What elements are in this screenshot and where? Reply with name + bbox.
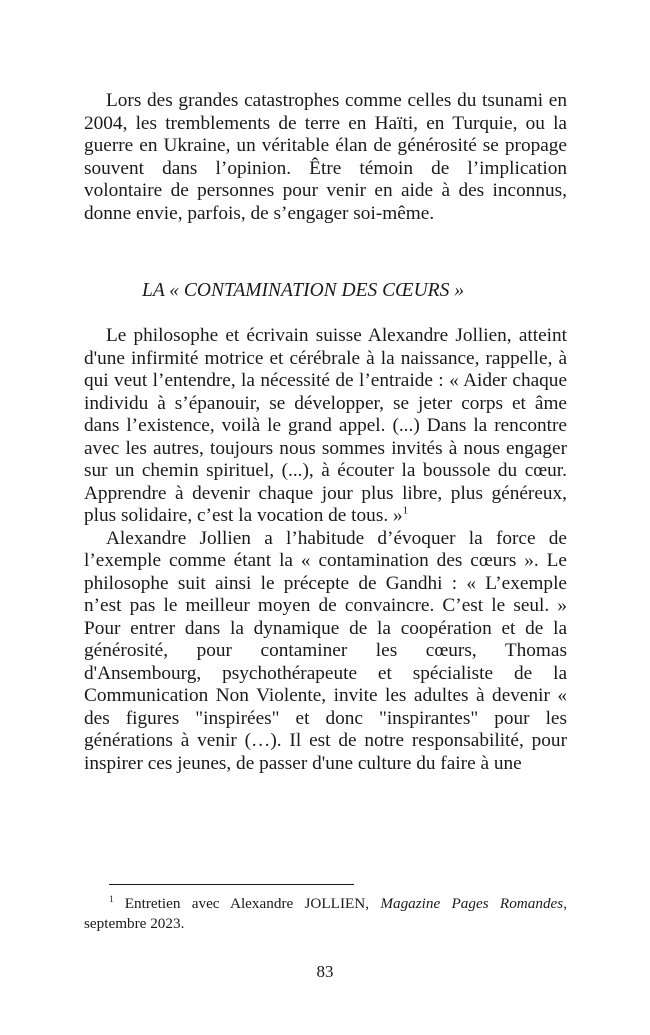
footnote-text-after: , septembre 2023. — [84, 895, 567, 932]
page-body — [84, 90, 567, 775]
paragraph-jollien-quote — [84, 325, 567, 528]
paragraph-contamination: Alexandre Jollien a l’habitude d’évoquer la force de l’exemple comme étant la « contamination des cœurs ». Le philosophe suit ainsi le précepte de Gandhi : « L’exemple n’est pas le meilleur moyen de convaincre. C’est le seul. » Pour entrer dans la dynamique de la coopération et de la générosité, pour contaminer les cœurs, Thomas d'Ansembourg, psychothérapeute et spécialiste de la Communication Non Violente, invite les adultes à devenir « des figures "inspirées" et donc "inspirantes" pour les générations à venir (…). Il est de notre responsabilité, pour inspirer ces jeunes, de passer d'une culture du faire à une — [84, 527, 567, 774]
footnote-text-before: Entretien avec Alexandre JOLLIEN, — [113, 895, 381, 912]
footnote-source-title: Magazine Pages Romandes — [380, 895, 564, 912]
page-number: 83 — [316, 962, 334, 981]
footnote — [84, 894, 567, 934]
footnote-number: 1 — [109, 893, 114, 904]
footnote-reference[interactable]: 1 — [402, 504, 409, 517]
paragraph-jollien-quote-text: Le philosophe et écrivain suisse Alexandre Jollien, atteint d'une infirmité motrice et cérébrale à la naissance, rappelle, à qui veut l’entendre, la nécessité de l’entraide : « Aider chaque individu à s’épanouir, se développer, se jeter corps et âme dans l’existence, voilà le grand appel. (...) Dans la rencontre avec les autres, toujours nous sommes invités à nous engager sur un chemin spirituel, (...), à écouter la boussole du cœur. Apprendre à devenir chaque jour plus libre, plus généreux, plus solidaire, c’est la vocation de tous. » — [84, 325, 567, 526]
footnote-divider — [109, 884, 354, 885]
paragraph-intro: Lors des grandes catastrophes comme celles du tsunami en 2004, les tremblements de terre en Haïti, en Turquie, ou la guerre en Ukraine, un véritable élan de générosité se propage souvent dans l’opinion. Être témoin de l’implication volontaire de personnes pour venir en aide à des inconnus, donne envie, parfois, de s’engager soi-même. — [84, 90, 567, 224]
section-heading: LA « CONTAMINATION DES CŒURS » — [142, 280, 464, 301]
